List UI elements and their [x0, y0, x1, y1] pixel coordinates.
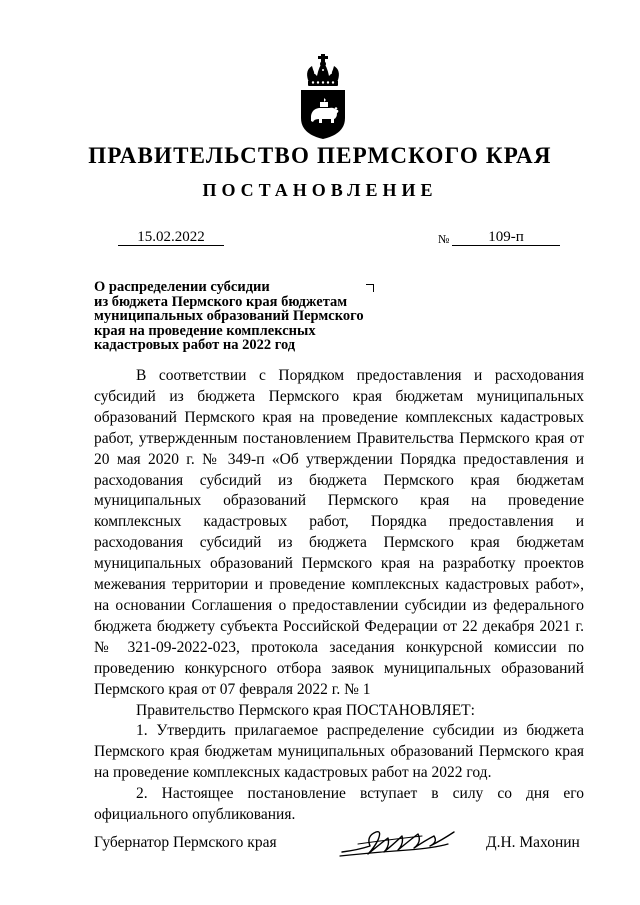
document-date: 15.02.2022: [118, 229, 224, 246]
signer-name: Д.Н. Махонин: [486, 834, 580, 851]
subject-line: края на проведение комплексных: [94, 322, 316, 339]
document-subject: [94, 280, 394, 353]
document-number: 109-п: [452, 229, 560, 246]
subject-line: О распределении субсидии: [94, 279, 270, 295]
subject-line: кадастровых работ на 2022 год: [94, 337, 296, 353]
document-type-title: ПОСТАНОВЛЕНИЕ: [202, 180, 438, 200]
subject-line: из бюджета Пермского края бюджетам: [94, 293, 348, 310]
perm-krai-coat-of-arms-icon: [295, 52, 351, 140]
subject-corner-mark: [366, 284, 374, 292]
government-title: ПРАВИТЕЛЬСТВО ПЕРМСКОГО КРАЯ: [88, 143, 552, 168]
signer-post: Губернатор Пермского края: [94, 834, 277, 851]
item-2-paragraph: 2. Настоящее постановление вступает в силу со дня его официального опубликования.: [94, 785, 584, 824]
preamble-paragraph: В соответствии с Порядком предоставления и расходования субсидий из бюджета Пермского края бюджетам муниципальных образований Пермского края на проведение комплексных кадастровых работ, утвержденным постановлением Правительства Пермского края от 20 мая 2020 г. № 349-п «Об утверждении Порядка предоставления и расходования субсидий из бюджета Пермского края бюджетам муниципальных образований Пермского края на проведение комплексных кадастровых работ, Порядка предоставления и расходования субсидий из бюджета Пермского края бюджетам муниципальных образований Пермского края на разработку проектов межевания территории и проведение комплексных кадастровых работ», на основании Соглашения о предоставлении субсидии из федерального бюджета бюджету субъекта Российской Федерации от 22 декабря 2021 г. № 321-09-2022-023, протокола заседания конкурсной комиссии по проведению конкурсного отбора заявок муниципальных образований Пермского края от 07 февраля 2022 г. № 1: [94, 367, 584, 698]
handwritten-signature-icon: [338, 826, 458, 860]
number-sign: №: [438, 232, 450, 246]
resolves-paragraph: Правительство Пермского края ПОСТАНОВЛЯЕТ:: [136, 701, 475, 719]
item-1-paragraph: 1. Утвердить прилагаемое распределение субсидии из бюджета Пермского края бюджетам муниципальных образований Пермского края на проведение комплексных кадастровых работ на 2022 год.: [94, 722, 584, 782]
document-body: [94, 366, 584, 826]
subject-line: муниципальных образований Пермского: [94, 308, 364, 324]
signature-block: [0, 826, 640, 866]
